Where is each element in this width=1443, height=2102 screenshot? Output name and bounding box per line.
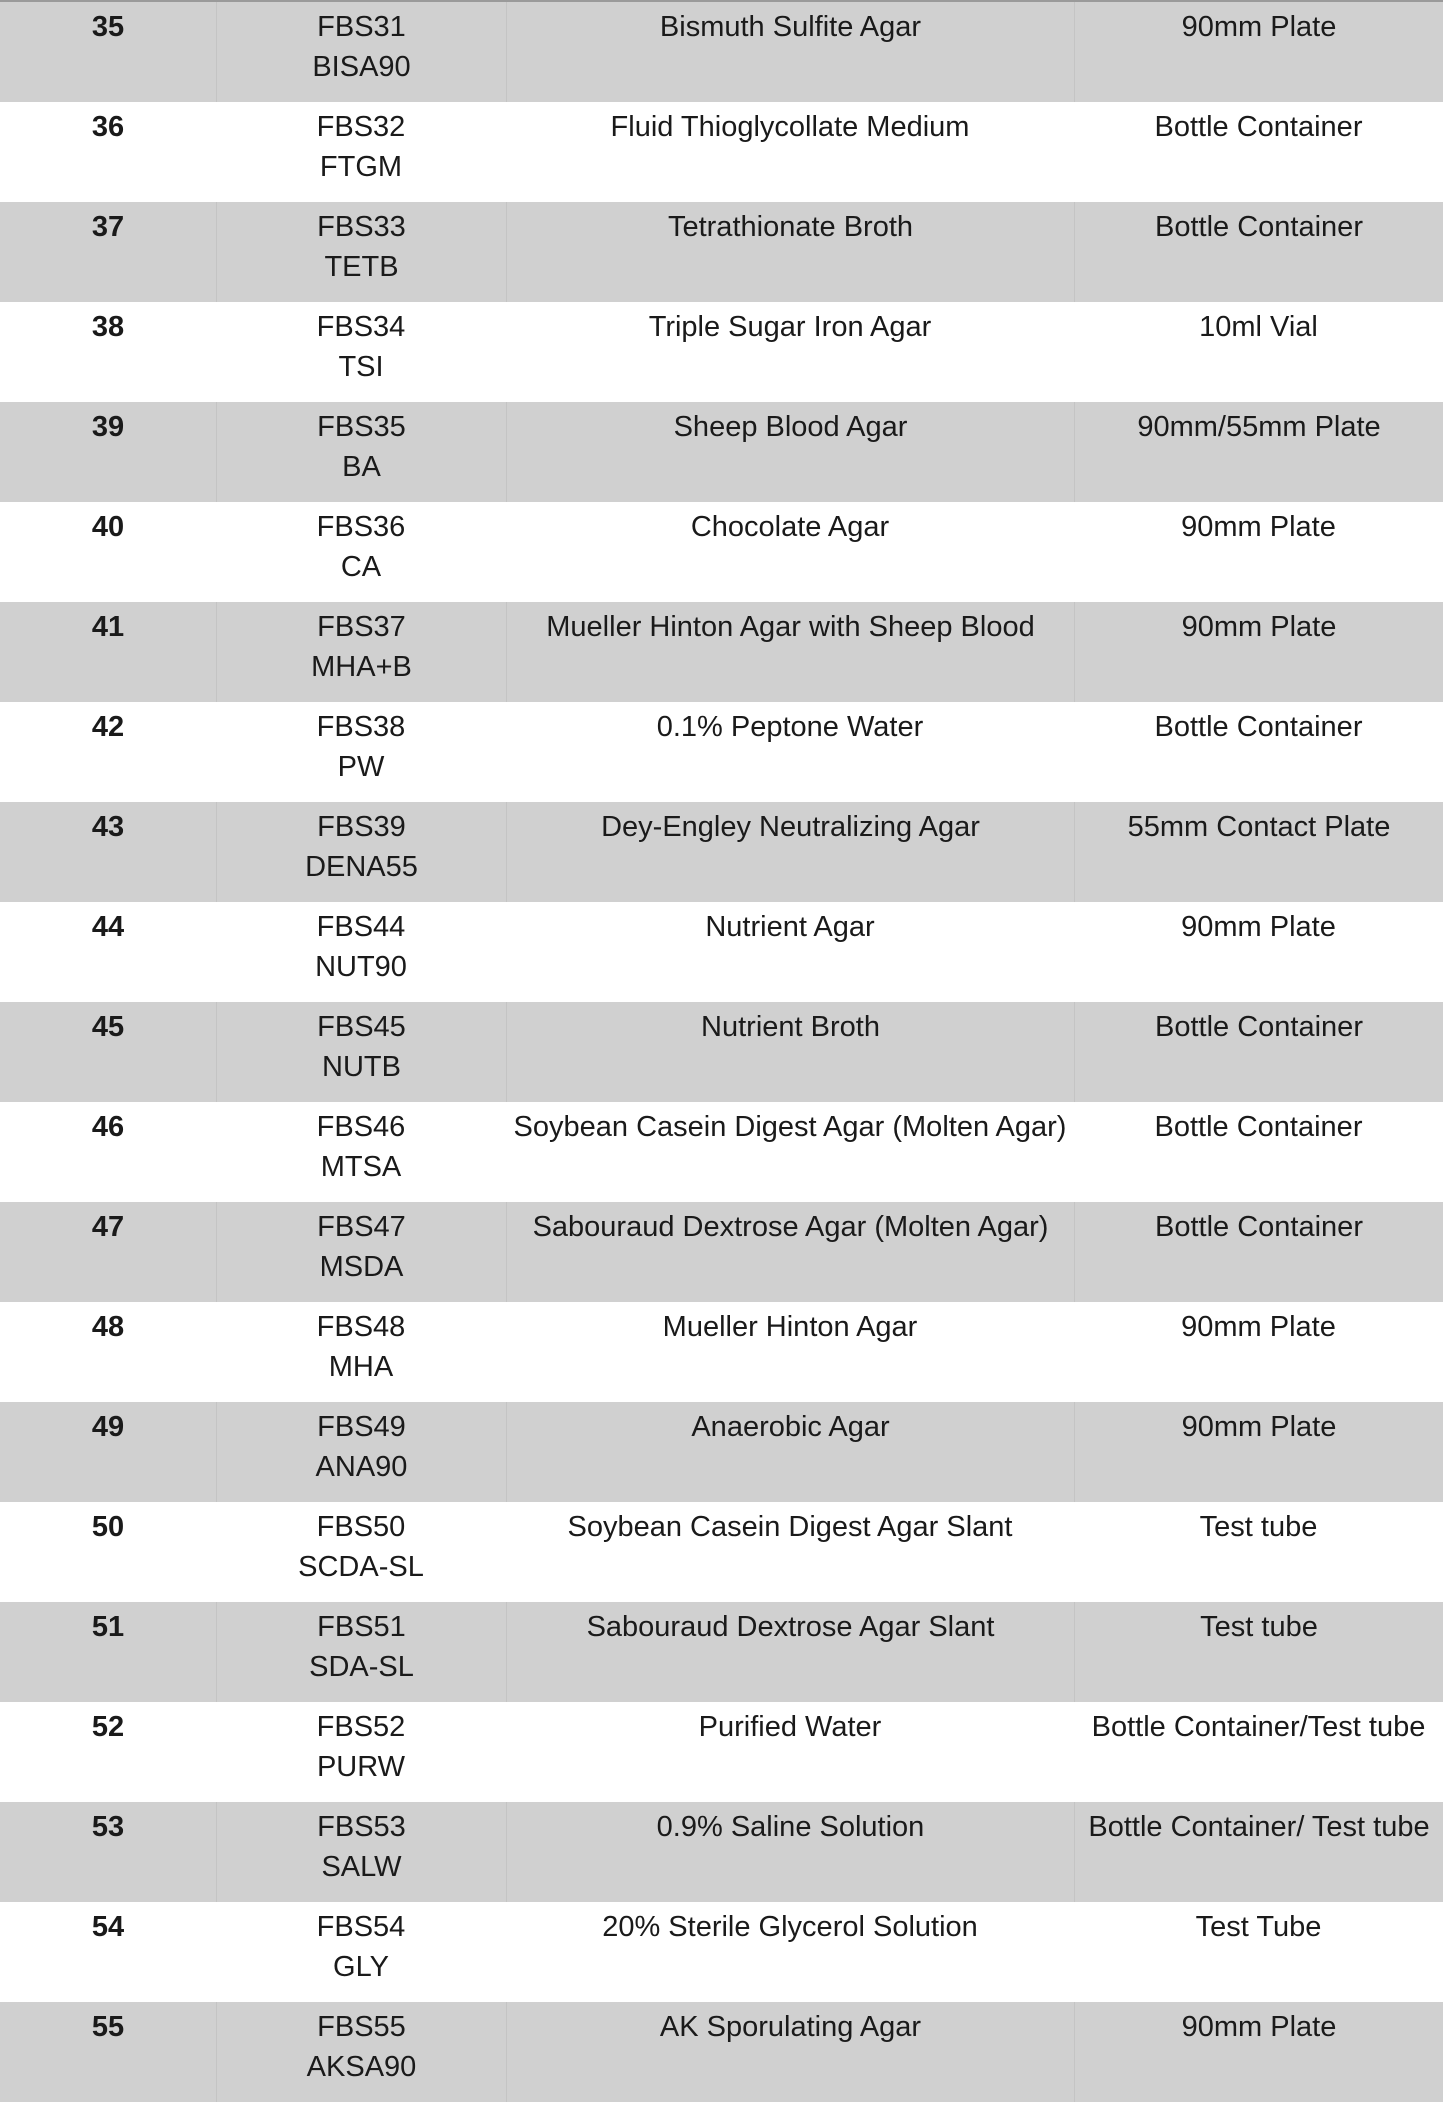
medium-name-cell: Mueller Hinton Agar [662,1311,918,1343]
row-number-cell: 41 [91,611,125,643]
row-number-cell: 43 [91,811,125,843]
table-row [0,902,1443,1002]
medium-name-cell: Bismuth Sulfite Agar [506,2,1074,102]
row-number-cell: 36 [91,111,125,143]
container-type-cell: Bottle Container/Test tube [1091,1711,1426,1743]
product-abbreviation: CA [340,551,382,583]
product-abbreviation: SDA-SL [309,1651,414,1683]
medium-name-cell: Anaerobic Agar [506,1402,1074,1502]
product-code-cell [216,502,506,602]
product-code-cell [216,802,506,902]
product-code: FBS52 [316,1711,406,1743]
container-type-cell: 90mm Plate [1181,1311,1336,1343]
container-type-cell: 10ml Vial [1199,311,1318,343]
table-row [0,402,1443,502]
container-type-cell: Test tube [1199,1511,1318,1543]
table-row [0,2,1443,102]
product-code-cell [216,102,506,202]
product-code: FBS34 [316,311,406,343]
product-abbreviation: ANA90 [315,1451,408,1483]
table-row [0,1102,1443,1202]
medium-name-cell: Dey-Engley Neutralizing Agar [506,802,1074,902]
container-type-cell: 90mm Plate [1074,1402,1443,1502]
container-type-cell: Test tube [1074,1602,1443,1702]
product-code-cell [216,902,506,1002]
product-code-cell [216,202,506,302]
medium-name-cell: Nutrient Broth [506,1002,1074,1102]
container-type-cell: 90mm Plate [1074,2,1443,102]
product-abbreviation: MHA+B [311,651,412,683]
product-abbreviation: AKSA90 [306,2051,417,2083]
table-row [0,802,1443,902]
row-number-cell: 49 [91,1411,125,1443]
product-abbreviation: PW [337,751,385,783]
medium-name-cell: Sabouraud Dextrose Agar (Molten Agar) [506,1202,1074,1302]
product-code: FBS38 [316,711,406,743]
product-code-cell [216,1202,506,1302]
product-code: FBS53 [317,1811,406,1843]
table-row [0,1802,1443,1902]
product-code-cell [216,302,506,402]
table-row [0,702,1443,802]
table-row [0,602,1443,702]
row-number-cell: 50 [91,1511,125,1543]
product-abbreviation: PURW [316,1751,406,1783]
product-abbreviation: NUTB [322,1051,401,1083]
table-row [0,1602,1443,1702]
table-row [0,1202,1443,1302]
product-code-cell [216,602,506,702]
product-abbreviation: MSDA [319,1251,404,1283]
medium-name-cell: AK Sporulating Agar [506,2002,1074,2102]
table-row [0,502,1443,602]
medium-name-cell: Triple Sugar Iron Agar [648,311,932,343]
container-type-cell: Bottle Container [1074,1002,1443,1102]
container-type-cell: Bottle Container [1154,111,1363,143]
product-code-cell [216,1002,506,1102]
row-number-cell: 55 [91,2011,125,2043]
table-row [0,1402,1443,1502]
table-row [0,1502,1443,1602]
product-code: FBS54 [316,1911,406,1943]
product-code: FBS45 [317,1011,406,1043]
product-code: FBS35 [317,411,406,443]
product-code: FBS55 [317,2011,406,2043]
product-abbreviation: TSI [338,351,384,383]
product-code: FBS46 [316,1111,406,1143]
row-number-cell: 37 [91,211,125,243]
product-code: FBS47 [317,1211,406,1243]
product-abbreviation: TETB [324,251,399,283]
medium-name-cell: Chocolate Agar [690,511,890,543]
medium-name-cell: Soybean Casein Digest Agar Slant [567,1511,1013,1543]
product-abbreviation: BISA90 [312,51,411,83]
medium-name-cell: 20% Sterile Glycerol Solution [602,1911,978,1943]
product-abbreviation: FTGM [319,151,403,183]
product-abbreviation: NUT90 [315,951,407,983]
medium-name-cell: Sabouraud Dextrose Agar Slant [506,1602,1074,1702]
table-row [0,1702,1443,1802]
table-row [0,1002,1443,1102]
medium-name-cell: Fluid Thioglycollate Medium [610,111,970,143]
container-type-cell: Bottle Container [1154,1111,1363,1143]
row-number-cell: 52 [91,1711,125,1743]
product-code: FBS36 [316,511,406,543]
product-code-cell [216,1902,506,2002]
row-number-cell: 45 [91,1011,125,1043]
product-code-cell [216,1102,506,1202]
row-number-cell: 35 [91,11,125,43]
row-number-cell: 53 [91,1811,125,1843]
container-type-cell: Bottle Container [1154,711,1363,743]
row-number-cell: 44 [91,911,125,943]
medium-name-cell: 0.1% Peptone Water [656,711,924,743]
row-number-cell: 39 [91,411,125,443]
medium-name-cell: Purified Water [698,1711,882,1743]
medium-name-cell: 0.9% Saline Solution [506,1802,1074,1902]
product-code-cell [216,2002,506,2102]
container-type-cell: Bottle Container [1074,202,1443,302]
container-type-cell: 90mm Plate [1074,2002,1443,2102]
table-row [0,1302,1443,1402]
table-row [0,302,1443,402]
product-abbreviation: BA [342,451,381,483]
product-code: FBS32 [316,111,406,143]
row-number-cell: 54 [91,1911,125,1943]
product-code-cell [216,702,506,802]
row-number-cell: 48 [91,1311,125,1343]
product-code-cell [216,1602,506,1702]
product-abbreviation: MHA [328,1351,394,1383]
product-code: FBS31 [317,11,406,43]
product-code: FBS51 [317,1611,406,1643]
table-row [0,2002,1443,2102]
product-abbreviation: GLY [333,1951,389,1983]
product-code: FBS50 [316,1511,406,1543]
product-code-cell [216,1702,506,1802]
container-type-cell: Test Tube [1195,1911,1322,1943]
medium-name-cell: Mueller Hinton Agar with Sheep Blood [506,602,1074,702]
row-number-cell: 42 [91,711,125,743]
medium-name-cell: Sheep Blood Agar [506,402,1074,502]
container-type-cell: 90mm Plate [1074,602,1443,702]
product-code: FBS33 [317,211,406,243]
product-code-cell [216,402,506,502]
container-type-cell: 90mm Plate [1181,511,1336,543]
table-row [0,202,1443,302]
product-abbreviation: SCDA-SL [298,1551,424,1583]
medium-name-cell: Soybean Casein Digest Agar (Molten Agar) [513,1111,1067,1143]
product-code: FBS49 [317,1411,406,1443]
product-code: FBS39 [317,811,406,843]
product-code-cell [216,1302,506,1402]
table-row [0,102,1443,202]
product-code: FBS48 [316,1311,406,1343]
table-row [0,1902,1443,2002]
row-number-cell: 40 [91,511,125,543]
product-abbreviation: DENA55 [305,851,418,883]
container-type-cell: 55mm Contact Plate [1074,802,1443,902]
medium-name-cell: Nutrient Agar [705,911,875,943]
product-code-cell [216,1502,506,1602]
product-code: FBS37 [317,611,406,643]
container-type-cell: Bottle Container [1074,1202,1443,1302]
product-code-cell [216,1402,506,1502]
product-abbreviation: SALW [321,1851,402,1883]
product-abbreviation: MTSA [320,1151,402,1183]
row-number-cell: 38 [91,311,125,343]
row-number-cell: 46 [91,1111,125,1143]
product-code-cell [216,1802,506,1902]
container-type-cell: 90mm Plate [1181,911,1336,943]
product-code-cell [216,2,506,102]
container-type-cell: Bottle Container/ Test tube [1074,1802,1443,1902]
row-number-cell: 51 [91,1611,125,1643]
medium-name-cell: Tetrathionate Broth [506,202,1074,302]
row-number-cell: 47 [91,1211,125,1243]
container-type-cell: 90mm/55mm Plate [1074,402,1443,502]
product-code: FBS44 [316,911,406,943]
